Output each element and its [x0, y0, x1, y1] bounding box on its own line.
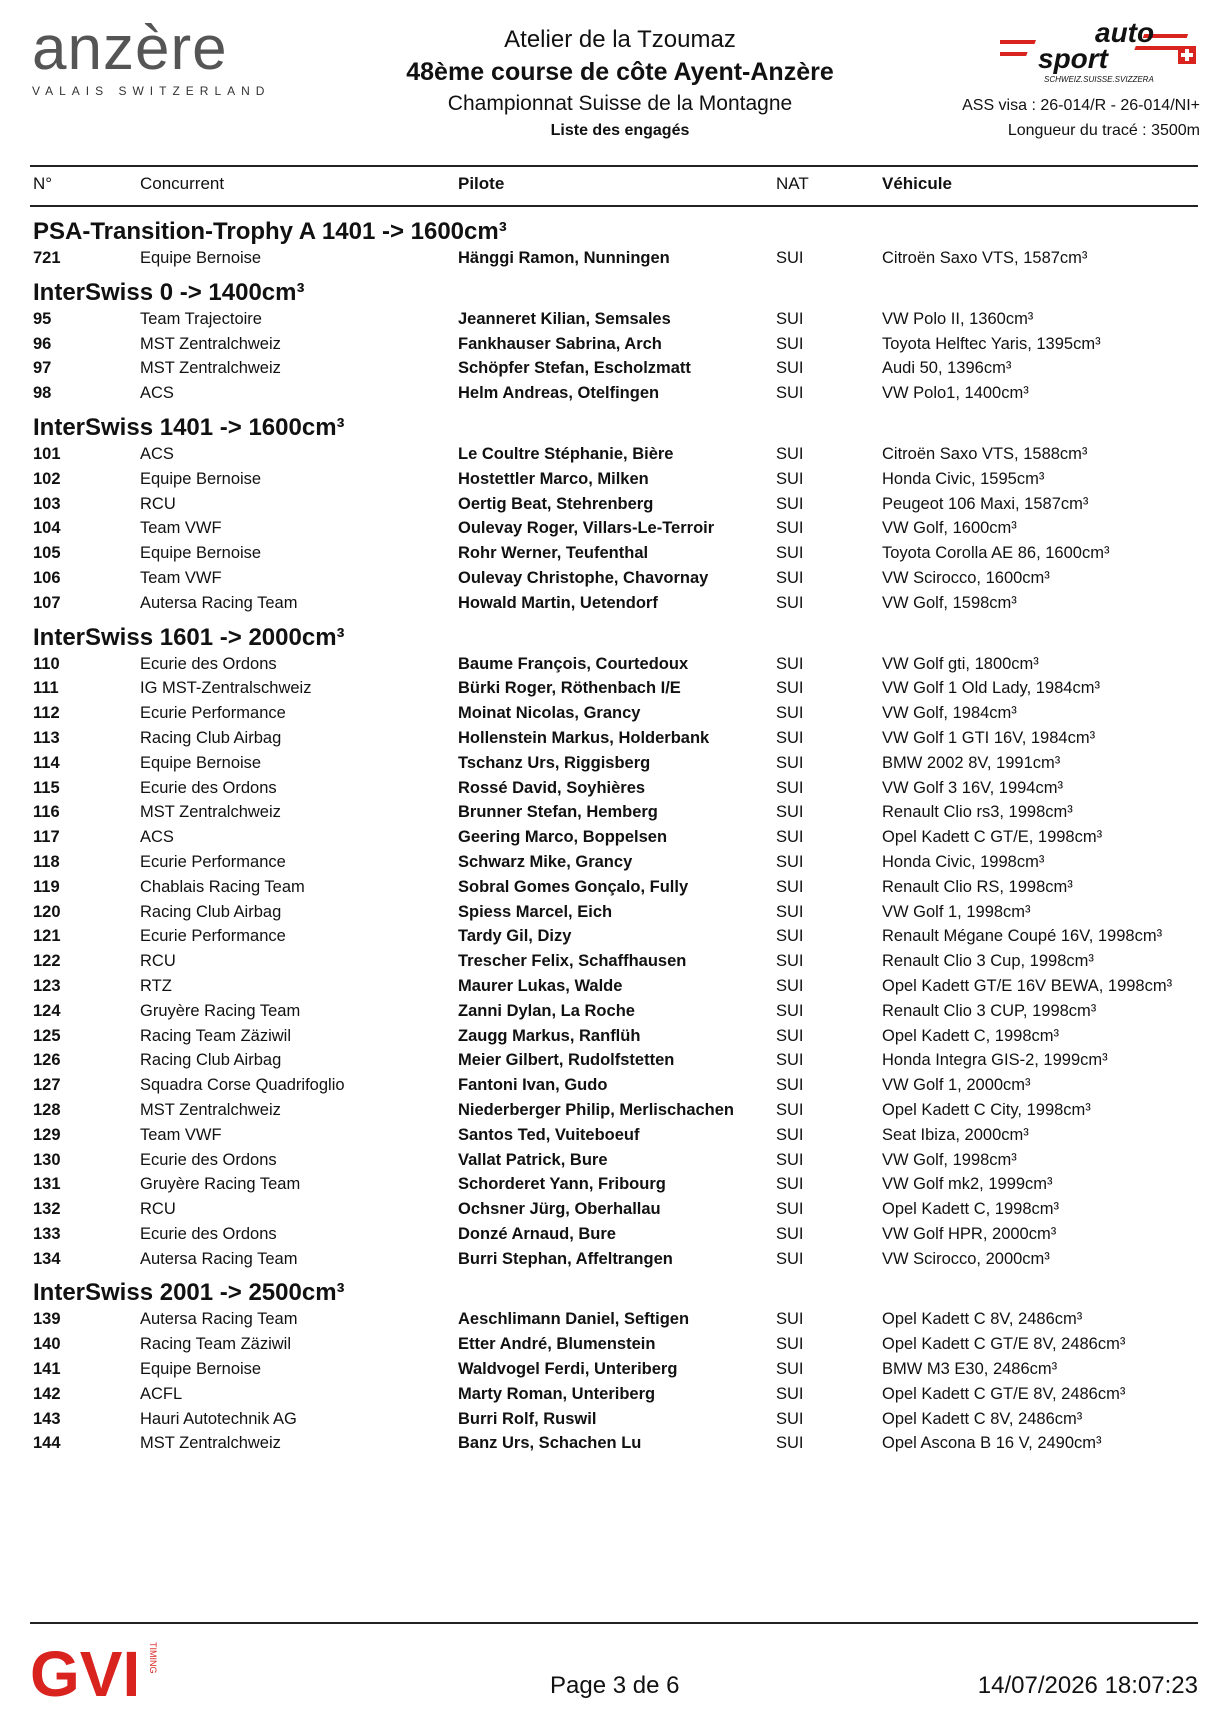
table-row	[0, 1098, 1220, 1123]
entry-number: 128	[33, 1100, 61, 1119]
table-row	[0, 1307, 1220, 1332]
entry-pilot: Schorderet Yann, Fribourg	[458, 1175, 666, 1194]
gvi-logo-text: GVI	[30, 1638, 141, 1704]
entry-number: 123	[33, 976, 61, 995]
entry-pilot: Le Coultre Stéphanie, Bière	[458, 444, 674, 463]
entry-pilot: Vallat Patrick, Bure	[458, 1150, 608, 1169]
entry-competitor: Team Trajectoire	[140, 309, 262, 328]
page-number: Page 3 de 6	[550, 1672, 680, 1699]
entry-nationality: SUI	[776, 952, 804, 971]
entry-pilot: Tardy Gil, Dizy	[458, 927, 572, 946]
entry-vehicle: VW Golf 1 Old Lady, 1984cm³	[882, 679, 1100, 698]
entry-number: 140	[33, 1335, 61, 1354]
class-section	[0, 1279, 1220, 1456]
table-row	[0, 1431, 1220, 1456]
entry-nationality: SUI	[776, 1076, 804, 1095]
entry-number: 95	[33, 309, 52, 328]
entry-number: 112	[33, 704, 60, 723]
entry-nationality: SUI	[776, 1384, 804, 1403]
entry-vehicle: Renault Mégane Coupé 16V, 1998cm³	[882, 927, 1163, 946]
entry-number: 721	[33, 249, 61, 267]
table-row	[0, 1197, 1220, 1222]
track-length: Longueur du tracé : 3500m	[1007, 122, 1200, 139]
entry-number: 117	[33, 828, 60, 847]
table-row	[0, 516, 1220, 541]
table-row	[0, 1247, 1220, 1272]
entry-vehicle: Toyota Corolla AE 86, 1600cm³	[882, 544, 1110, 563]
entry-competitor: Ecurie des Ordons	[140, 1224, 277, 1243]
table-row	[0, 1048, 1220, 1073]
entry-competitor: MST Zentralchweiz	[140, 359, 281, 378]
entry-competitor: Ecurie des Ordons	[140, 778, 277, 797]
entry-vehicle: VW Golf, 1984cm³	[882, 704, 1017, 723]
entry-number: 141	[33, 1360, 61, 1379]
entry-vehicle: Citroën Saxo VTS, 1587cm³	[882, 249, 1088, 267]
entry-pilot: Spiess Marcel, Eich	[458, 902, 613, 921]
event-title: 48ème course de côte Ayent-Anzère	[406, 58, 834, 86]
entry-vehicle: VW Golf HPR, 2000cm³	[882, 1224, 1057, 1243]
entry-nationality: SUI	[776, 568, 804, 587]
entry-competitor: Team VWF	[140, 568, 222, 587]
class-title: PSA-Transition-Trophy A 1401 -> 1600cm³	[33, 218, 507, 245]
entry-vehicle: Renault Clio 3 Cup, 1998cm³	[882, 952, 1094, 971]
entry-vehicle: BMW M3 E30, 2486cm³	[882, 1360, 1058, 1379]
entry-pilot: Fantoni Ivan, Gudo	[458, 1076, 608, 1095]
entry-pilot: Marty Roman, Unteriberg	[458, 1384, 656, 1403]
table-row	[0, 875, 1220, 900]
table-row	[0, 591, 1220, 616]
entry-nationality: SUI	[776, 902, 804, 921]
table-row	[0, 652, 1220, 677]
entry-competitor: Equipe Bernoise	[140, 753, 262, 772]
table-row	[0, 467, 1220, 492]
entry-pilot: Donzé Arnaud, Bure	[458, 1224, 616, 1243]
entry-pilot: Meier Gilbert, Rudolfstetten	[458, 1051, 675, 1070]
entry-number: 119	[33, 877, 60, 896]
entry-competitor: Ecurie des Ordons	[140, 654, 277, 673]
entry-vehicle: Opel Kadett C 8V, 2486cm³	[882, 1310, 1083, 1329]
entry-pilot: Bürki Roger, Röthenbach I/E	[458, 679, 681, 698]
entry-nationality: SUI	[776, 1001, 804, 1020]
entry-nationality: SUI	[776, 1409, 804, 1428]
entry-competitor: Racing Club Airbag	[140, 902, 282, 921]
entry-nationality: SUI	[776, 1434, 804, 1453]
table-row	[0, 492, 1220, 517]
entry-vehicle: Opel Kadett C, 1998cm³	[882, 1200, 1060, 1219]
entry-pilot: Maurer Lukas, Walde	[458, 976, 623, 995]
auto-sport-logo-word1: auto	[1095, 18, 1155, 48]
entry-number: 96	[33, 334, 52, 353]
entry-competitor: RCU	[140, 1200, 176, 1219]
entry-competitor: Gruyère Racing Team	[140, 1175, 301, 1194]
table-row	[0, 701, 1220, 726]
header-bottom-rule	[30, 205, 1198, 207]
entry-vehicle: Honda Civic, 1595cm³	[882, 469, 1045, 488]
entry-pilot: Hostettler Marco, Milken	[458, 469, 649, 488]
entry-number: 127	[33, 1076, 61, 1095]
entry-competitor: Autersa Racing Team	[140, 1310, 298, 1329]
entry-pilot: Oulevay Christophe, Chavornay	[458, 568, 709, 587]
table-row	[0, 1382, 1220, 1407]
entry-pilot: Trescher Felix, Schaffhausen	[458, 952, 687, 971]
entry-number: 126	[33, 1051, 61, 1070]
table-row	[0, 900, 1220, 925]
entry-competitor: Team VWF	[140, 1125, 222, 1144]
entry-number: 122	[33, 952, 61, 971]
entry-pilot: Hänggi Ramon, Nunningen	[458, 249, 670, 267]
table-row	[0, 825, 1220, 850]
entry-pilot: Oulevay Roger, Villars-Le-Terroir	[458, 519, 715, 538]
entry-pilot: Moinat Nicolas, Grancy	[458, 704, 641, 723]
entry-nationality: SUI	[776, 1026, 804, 1045]
entry-number: 129	[33, 1125, 61, 1144]
entry-competitor: ACFL	[140, 1384, 183, 1403]
entry-number: 120	[33, 902, 61, 921]
gvi-timing-logo	[30, 1636, 160, 1704]
entry-pilot: Fankhauser Sabrina, Arch	[458, 334, 662, 353]
auto-sport-logo-word2: sport	[1038, 43, 1108, 74]
table-row	[0, 1073, 1220, 1098]
entry-number: 143	[33, 1409, 61, 1428]
class-section	[0, 218, 1220, 271]
entry-competitor: RCU	[140, 494, 176, 513]
entry-number: 131	[33, 1175, 61, 1194]
entry-competitor: RTZ	[140, 976, 172, 995]
table-row	[0, 356, 1220, 381]
entry-competitor: RCU	[140, 952, 176, 971]
class-title: InterSwiss 1401 -> 1600cm³	[33, 413, 345, 441]
table-row	[0, 776, 1220, 801]
entry-nationality: SUI	[776, 679, 804, 698]
entry-competitor: Ecurie Performance	[140, 852, 286, 871]
table-row	[0, 974, 1220, 999]
entry-competitor: ACS	[140, 384, 174, 403]
entry-competitor: Autersa Racing Team	[140, 1249, 298, 1268]
organizer-name: Atelier de la Tzoumaz	[504, 26, 736, 53]
entry-competitor: Racing Club Airbag	[140, 728, 282, 747]
entry-nationality: SUI	[776, 852, 804, 871]
footer-rule	[30, 1622, 1198, 1624]
entry-pilot: Schwarz Mike, Grancy	[458, 852, 633, 871]
entry-pilot: Hollenstein Markus, Holderbank	[458, 728, 710, 747]
entry-vehicle: VW Golf 1, 2000cm³	[882, 1076, 1031, 1095]
entry-number: 116	[33, 803, 60, 822]
entry-number: 98	[33, 384, 52, 403]
entry-pilot: Geering Marco, Boppelsen	[458, 828, 668, 847]
entry-vehicle: VW Golf 3 16V, 1994cm³	[882, 778, 1063, 797]
auto-sport-logo	[1000, 18, 1208, 86]
entry-number: 125	[33, 1026, 61, 1045]
table-row	[0, 566, 1220, 591]
table-row	[0, 800, 1220, 825]
column-header-number: N°	[33, 174, 53, 193]
entry-vehicle: Opel Kadett C 8V, 2486cm³	[882, 1409, 1083, 1428]
entry-nationality: SUI	[776, 1335, 804, 1354]
entry-vehicle: Opel Ascona B 16 V, 2490cm³	[882, 1434, 1102, 1453]
entry-competitor: MST Zentralchweiz	[140, 334, 281, 353]
entry-pilot: Brunner Stefan, Hemberg	[458, 803, 658, 822]
entry-number: 107	[33, 593, 61, 612]
entry-list	[0, 218, 1220, 1464]
entry-pilot: Santos Ted, Vuiteboeuf	[458, 1125, 640, 1144]
auto-sport-logo-sub: SCHWEIZ.SUISSE.SVIZZERA	[1044, 75, 1154, 84]
entry-vehicle: VW Golf 1, 1998cm³	[882, 902, 1031, 921]
entry-competitor: Equipe Bernoise	[140, 544, 262, 563]
entry-number: 114	[33, 753, 60, 772]
entry-vehicle: Renault Clio RS, 1998cm³	[882, 877, 1073, 896]
entry-number: 134	[33, 1249, 61, 1268]
entry-vehicle: Opel Kadett C GT/E, 1998cm³	[882, 828, 1103, 847]
entry-nationality: SUI	[776, 1175, 804, 1194]
entry-nationality: SUI	[776, 728, 804, 747]
entry-number: 130	[33, 1150, 61, 1169]
table-row	[0, 332, 1220, 357]
entry-nationality: SUI	[776, 469, 804, 488]
table-row	[0, 1357, 1220, 1382]
entry-number: 113	[33, 728, 60, 747]
entry-pilot: Tschanz Urs, Riggisberg	[458, 753, 651, 772]
entry-pilot: Jeanneret Kilian, Semsales	[458, 309, 671, 328]
entry-pilot: Zaugg Markus, Ranflüh	[458, 1026, 641, 1045]
entry-vehicle: Opel Kadett C GT/E 8V, 2486cm³	[882, 1335, 1126, 1354]
entry-competitor: MST Zentralchweiz	[140, 803, 281, 822]
print-timestamp: 14/07/2026 18:07:23	[977, 1672, 1198, 1699]
entry-competitor: Ecurie Performance	[140, 704, 286, 723]
entry-pilot: Burri Rolf, Ruswil	[458, 1409, 597, 1428]
entry-pilot: Etter André, Blumenstein	[458, 1335, 656, 1354]
table-row	[0, 751, 1220, 776]
entry-vehicle: Honda Civic, 1998cm³	[882, 852, 1045, 871]
class-title: InterSwiss 2001 -> 2500cm³	[33, 1279, 345, 1307]
entry-vehicle: VW Scirocco, 1600cm³	[882, 568, 1050, 587]
entry-number: 103	[33, 494, 61, 513]
entry-nationality: SUI	[776, 444, 804, 463]
entry-nationality: SUI	[776, 1051, 804, 1070]
entry-vehicle: Peugeot 106 Maxi, 1587cm³	[882, 494, 1089, 513]
entry-number: 110	[33, 654, 60, 673]
entry-number: 101	[33, 444, 61, 463]
entry-nationality: SUI	[776, 1100, 804, 1119]
entry-number: 139	[33, 1310, 61, 1329]
table-row	[0, 1222, 1220, 1247]
entry-vehicle: Toyota Helftec Yaris, 1395cm³	[882, 334, 1101, 353]
entry-pilot: Howald Martin, Uetendorf	[458, 593, 658, 612]
entry-competitor: Squadra Corse Quadrifoglio	[140, 1076, 345, 1095]
entry-vehicle: Renault Clio 3 CUP, 1998cm³	[882, 1001, 1097, 1020]
entry-nationality: SUI	[776, 249, 804, 267]
entry-nationality: SUI	[776, 1360, 804, 1379]
entry-vehicle: VW Golf, 1998cm³	[882, 1150, 1017, 1169]
table-row	[0, 1407, 1220, 1432]
table-row	[0, 850, 1220, 875]
table-row	[0, 1172, 1220, 1197]
entry-pilot: Niederberger Philip, Merlischachen	[458, 1100, 735, 1119]
entry-nationality: SUI	[776, 1150, 804, 1169]
entry-competitor: Autersa Racing Team	[140, 593, 298, 612]
entry-vehicle: VW Golf gti, 1800cm³	[882, 654, 1039, 673]
entry-pilot: Baume François, Courtedoux	[458, 654, 689, 673]
column-header-vehicle: Véhicule	[882, 174, 952, 193]
entry-number: 104	[33, 519, 61, 538]
entry-vehicle: VW Golf, 1598cm³	[882, 593, 1017, 612]
entry-number: 121	[33, 927, 61, 946]
entry-vehicle: Audi 50, 1396cm³	[882, 359, 1012, 378]
entry-vehicle: Opel Kadett C GT/E 8V, 2486cm³	[882, 1384, 1126, 1403]
entry-competitor: Racing Team Zäziwil	[140, 1026, 291, 1045]
entry-number: 106	[33, 568, 61, 587]
entry-vehicle: Citroën Saxo VTS, 1588cm³	[882, 444, 1088, 463]
entry-nationality: SUI	[776, 803, 804, 822]
entry-competitor: MST Zentralchweiz	[140, 1100, 281, 1119]
table-row	[0, 1123, 1220, 1148]
entry-vehicle: VW Polo II, 1360cm³	[882, 309, 1034, 328]
entry-pilot: Waldvogel Ferdi, Unteriberg	[458, 1360, 678, 1379]
entry-number: 133	[33, 1224, 61, 1243]
entry-pilot: Helm Andreas, Otelfingen	[458, 384, 660, 403]
table-row	[0, 999, 1220, 1024]
table-row	[0, 726, 1220, 751]
class-section	[0, 279, 1220, 406]
entry-nationality: SUI	[776, 1310, 804, 1329]
entry-pilot: Banz Urs, Schachen Lu	[458, 1434, 642, 1453]
entry-nationality: SUI	[776, 1249, 804, 1268]
entry-nationality: SUI	[776, 828, 804, 847]
table-row	[0, 924, 1220, 949]
entry-nationality: SUI	[776, 753, 804, 772]
entry-competitor: Equipe Bernoise	[140, 1360, 262, 1379]
entry-number: 124	[33, 1001, 61, 1020]
class-title: InterSwiss 1601 -> 2000cm³	[33, 623, 345, 651]
entry-pilot: Rossé David, Soyhières	[458, 778, 646, 797]
table-row	[0, 676, 1220, 701]
table-row	[0, 541, 1220, 566]
entry-vehicle: Opel Kadett C, 1998cm³	[882, 1026, 1060, 1045]
table-row	[0, 1148, 1220, 1173]
entry-vehicle: VW Golf mk2, 1999cm³	[882, 1175, 1053, 1194]
entry-competitor: Ecurie Performance	[140, 927, 286, 946]
entry-competitor: Racing Team Zäziwil	[140, 1335, 291, 1354]
class-title: InterSwiss 0 -> 1400cm³	[33, 278, 305, 306]
entry-vehicle: VW Scirocco, 2000cm³	[882, 1249, 1050, 1268]
column-header-nationality: NAT	[776, 174, 809, 193]
entry-number: 142	[33, 1384, 61, 1403]
entry-nationality: SUI	[776, 519, 804, 538]
entry-competitor: IG MST-Zentralschweiz	[140, 679, 312, 698]
entry-nationality: SUI	[776, 778, 804, 797]
class-section	[0, 624, 1220, 1272]
entry-vehicle: Honda Integra GIS-2, 1999cm³	[882, 1051, 1108, 1070]
entry-competitor: Hauri Autotechnik AG	[140, 1409, 297, 1428]
entry-pilot: Rohr Werner, Teufenthal	[458, 544, 649, 563]
entry-competitor: Team VWF	[140, 519, 222, 538]
entry-nationality: SUI	[776, 1200, 804, 1219]
entry-competitor: Racing Club Airbag	[140, 1051, 282, 1070]
entry-number: 144	[33, 1434, 61, 1453]
column-header-competitor: Concurrent	[140, 174, 225, 193]
entry-competitor: Gruyère Racing Team	[140, 1001, 301, 1020]
entry-nationality: SUI	[776, 359, 804, 378]
entry-vehicle: VW Golf, 1600cm³	[882, 519, 1017, 538]
entry-nationality: SUI	[776, 654, 804, 673]
entry-vehicle: VW Polo1, 1400cm³	[882, 384, 1029, 403]
entry-number: 115	[33, 778, 60, 797]
entry-number: 105	[33, 544, 61, 563]
table-row	[0, 1024, 1220, 1049]
entry-vehicle: BMW 2002 8V, 1991cm³	[882, 753, 1061, 772]
entry-competitor: Equipe Bernoise	[140, 249, 262, 267]
entry-vehicle: Seat Ibiza, 2000cm³	[882, 1125, 1029, 1144]
entry-competitor: Ecurie des Ordons	[140, 1150, 277, 1169]
entry-number: 132	[33, 1200, 61, 1219]
table-row	[0, 246, 1220, 271]
entry-pilot: Schöpfer Stefan, Escholzmatt	[458, 359, 691, 378]
entry-pilot: Zanni Dylan, La Roche	[458, 1001, 635, 1020]
entry-nationality: SUI	[776, 927, 804, 946]
entry-competitor: Chablais Racing Team	[140, 877, 305, 896]
entry-pilot: Burri Stephan, Affeltrangen	[458, 1249, 673, 1268]
class-section	[0, 414, 1220, 616]
gvi-logo-side-text: TIMING	[148, 1642, 158, 1674]
championship-name: Championnat Suisse de la Montagne	[447, 92, 793, 115]
entry-competitor: ACS	[140, 828, 174, 847]
entry-pilot: Sobral Gomes Gonçalo, Fully	[458, 877, 689, 896]
entry-vehicle: Renault Clio rs3, 1998cm³	[882, 803, 1073, 822]
entry-nationality: SUI	[776, 1125, 804, 1144]
entry-nationality: SUI	[776, 976, 804, 995]
table-row	[0, 307, 1220, 332]
table-row	[0, 1332, 1220, 1357]
entry-nationality: SUI	[776, 494, 804, 513]
table-row	[0, 442, 1220, 467]
entry-nationality: SUI	[776, 544, 804, 563]
header-top-rule	[30, 165, 1198, 167]
entry-vehicle: Opel Kadett C City, 1998cm³	[882, 1100, 1091, 1119]
table-row	[0, 381, 1220, 406]
entry-nationality: SUI	[776, 334, 804, 353]
document-title: Liste des engagés	[550, 122, 690, 139]
entry-nationality: SUI	[776, 704, 804, 723]
entry-nationality: SUI	[776, 877, 804, 896]
entry-number: 97	[33, 359, 52, 378]
entry-vehicle: VW Golf 1 GTI 16V, 1984cm³	[882, 728, 1096, 747]
entry-vehicle: Opel Kadett GT/E 16V BEWA, 1998cm³	[882, 976, 1173, 995]
entry-number: 102	[33, 469, 61, 488]
entry-nationality: SUI	[776, 1224, 804, 1243]
entry-nationality: SUI	[776, 309, 804, 328]
column-header-pilot: Pilote	[458, 174, 505, 193]
entry-pilot: Aeschlimann Daniel, Seftigen	[458, 1310, 690, 1329]
entry-number: 111	[33, 679, 59, 698]
anzere-logo-sub: VALAIS SWITZERLAND	[32, 84, 271, 98]
table-row	[0, 949, 1220, 974]
entry-competitor: Equipe Bernoise	[140, 469, 262, 488]
ass-visa: ASS visa : 26-014/R - 26-014/NI+	[962, 97, 1200, 114]
entry-pilot: Oertig Beat, Stehrenberg	[458, 494, 654, 513]
entry-competitor: MST Zentralchweiz	[140, 1434, 281, 1453]
entry-nationality: SUI	[776, 384, 804, 403]
entry-competitor: ACS	[140, 444, 174, 463]
entry-pilot: Ochsner Jürg, Oberhallau	[458, 1200, 661, 1219]
anzere-logo-word: anzère	[32, 14, 228, 83]
entry-number: 118	[33, 852, 60, 871]
anzere-logo	[32, 14, 272, 98]
entry-nationality: SUI	[776, 593, 804, 612]
